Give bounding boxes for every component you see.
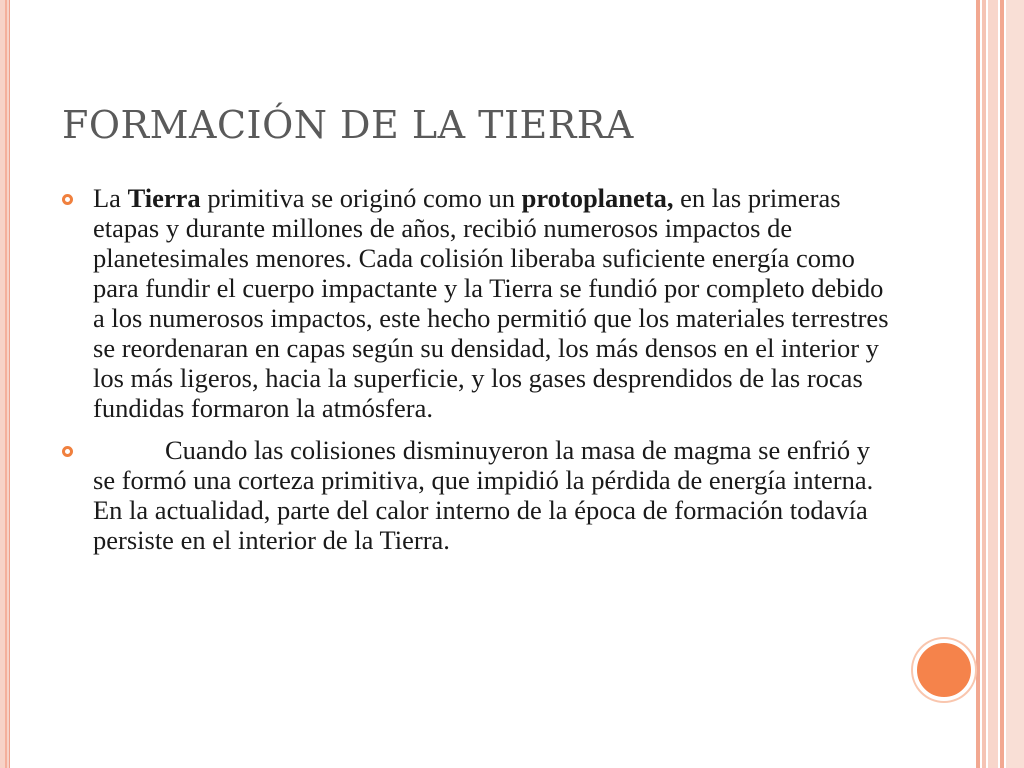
left-border-decoration: [0, 0, 10, 768]
bullet-text: Cuando las colisiones disminuyeron la masa de magma se enfrió y se formó una corteza primitiva, que impidió la pérdida de energía interna. En la actualidad, parte del calor interno de la época de formación todavía persiste en el interior de la Tierra.: [93, 435, 874, 555]
stripe: [988, 0, 998, 768]
bold-term-protoplaneta: protoplaneta,: [521, 183, 674, 213]
stripe: [976, 0, 980, 768]
slide-title: FORMACIÓN DE LA TIERRA: [62, 103, 634, 147]
bullet-item-1: [60, 183, 890, 423]
bullet-list: [60, 183, 890, 567]
bullet-item-2: [60, 435, 890, 555]
bullet-text: primitiva se originó como un: [200, 183, 522, 213]
bold-term-tierra: Tierra: [127, 183, 201, 213]
bullet-text: en las primeras etapas y durante millones de años, recibió numerosos impactos de planetesimales menores. Cada colisión liberaba suficiente energía como para fundir el cuerpo impactante y la Tierra se fundió por completo debido a los numerosos impactos, este hecho permitió que los materiales terrestres se reordenaran en capas según su densidad, los más densos en el interior y los más ligeros, hacia la superficie, y los gases desprendidos de las rocas fundidas formaron la atmósfera.: [93, 183, 889, 423]
right-stripes-decoration: [976, 0, 1024, 768]
circle-bullet-icon: [62, 446, 73, 457]
orange-circle-decoration: [913, 639, 975, 701]
circle-bullet-icon: [62, 194, 73, 205]
stripe: [1006, 0, 1024, 768]
stripe: [982, 0, 986, 768]
bullet-text: La: [93, 183, 128, 213]
stripe: [1000, 0, 1004, 768]
